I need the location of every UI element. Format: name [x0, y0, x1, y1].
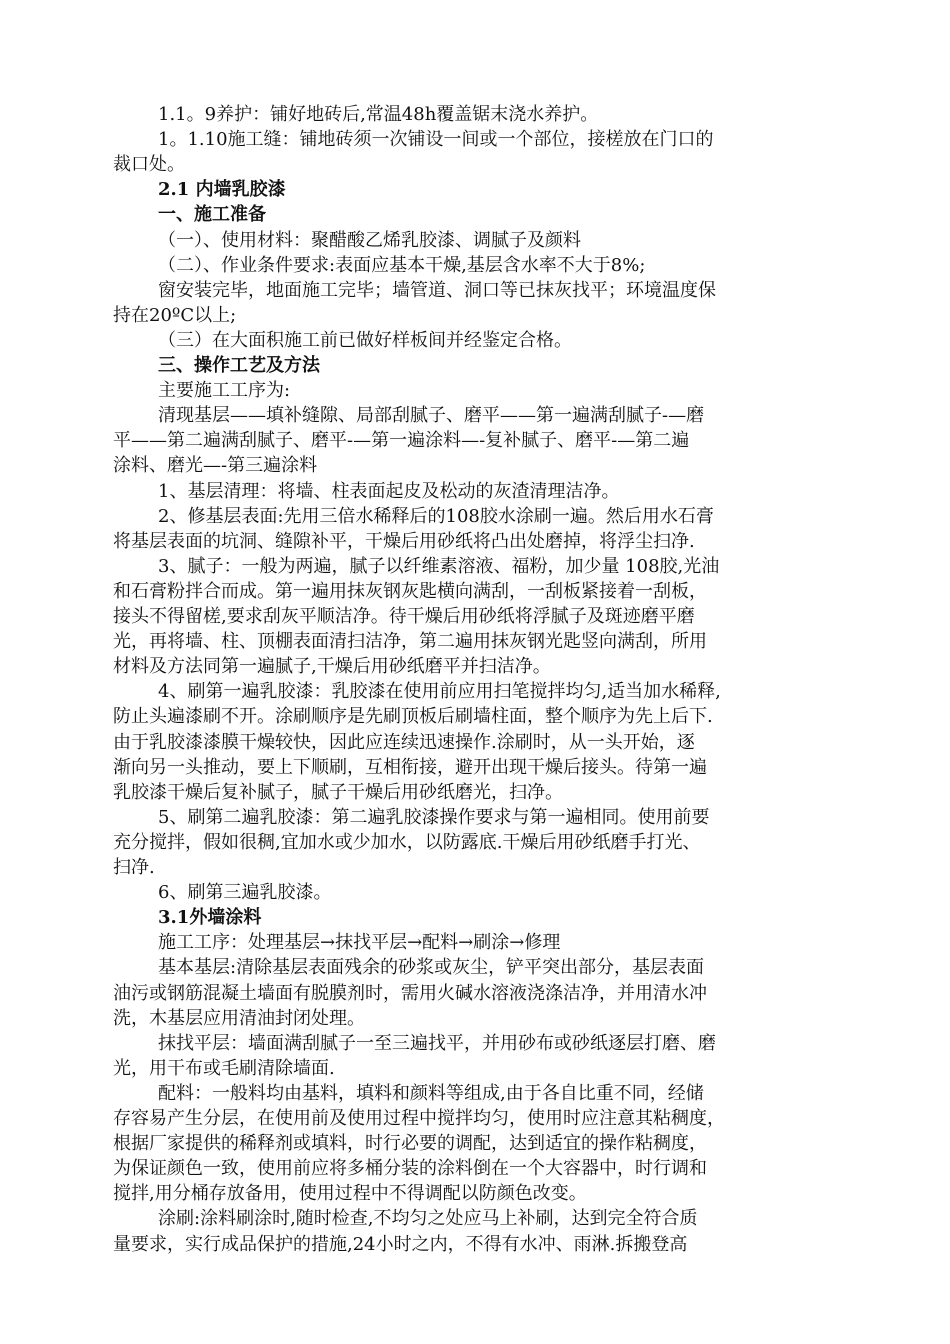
body-text-line: 涂刷:涂料刷涂时,随时检查,不均匀之处应马上补刷，达到完全符合质: [158, 1208, 698, 1229]
section-heading: 2.1 内墙乳胶漆: [158, 179, 286, 200]
body-text-line: 渐向另一头推动，要上下顺刷，互相衔接，避开出现干燥后接头。待第一遍: [113, 757, 707, 778]
body-text-line: 充分搅拌，假如很稠,宜加水或少加水，以防露底.干燥后用砂纸磨手打光、: [113, 832, 701, 853]
body-text-line: 主要施工工序为:: [158, 380, 291, 401]
section-heading: 三、操作工艺及方法: [158, 355, 320, 376]
body-text-line: 由于乳胶漆漆膜干燥较快，因此应连续迅速操作.涂刷时，从一头开始，逐: [113, 732, 695, 753]
body-text-line: 基本基层:清除基层表面残余的砂浆或灰尘，铲平突出部分，基层表面: [158, 957, 705, 978]
body-text-line: 涂料、磨光—-第三遍涂料: [113, 455, 318, 476]
body-text-line: 将基层表面的坑洞、缝隙补平，干燥后用砂纸将凸出处磨掉，将浮尘扫净.: [113, 531, 695, 552]
body-text-line: 扫净.: [113, 857, 155, 878]
body-text-line: 防止头遍漆刷不开。涂刷顺序是先刷顶板后刷墙柱面，整个顺序为先上后下.: [113, 706, 713, 727]
body-text-line: 材料及方法同第一遍腻子,干燥后用砂纸磨平并扫洁净。: [113, 656, 551, 677]
body-text-line: 裁口处。: [113, 154, 185, 175]
body-text-line: 光，用干布或毛刷清除墙面.: [113, 1058, 335, 1079]
body-text-line: 根据厂家提供的稀释剂或填料，时行必要的调配，达到适宜的操作粘稠度，: [113, 1133, 707, 1154]
body-text-line: 量要求，实行成品保护的措施,24小时之内，不得有水冲、雨淋.拆搬登高: [113, 1234, 688, 1255]
body-text-line: 施工工序：处理基层→抹找平层→配料→刷涂→修理: [158, 932, 561, 953]
body-text-line: 1、基层清理：将墙、柱表面起皮及松动的灰渣清理洁净。: [158, 481, 620, 502]
body-text-line: 窗安装完毕，地面施工完毕；墙管道、洞口等已抹灰找平；环境温度保: [158, 280, 716, 301]
body-text-line: 清现基层——填补缝隙、局部刮腻子、磨平——第一遍满刮腻子-—磨: [158, 405, 705, 426]
body-text-line: 光，再将墙、柱、顶棚表面清扫洁净，第二遍用抹灰钢光匙竖向满刮，所用: [113, 631, 707, 652]
body-text-line: 3、腻子：一般为两遍，腻子以纤维素溶液、福粉，加少量 108胶,光油: [158, 556, 720, 577]
body-text-line: 1.1。9养护：铺好地砖后,常温48h覆盖锯末浇水养护。: [158, 104, 599, 125]
body-text-line: 平——第二遍满刮腻子、磨平-—第一遍涂料—-复补腻子、磨平-—第二遍: [113, 430, 690, 451]
body-text-line: 为保证颜色一致，使用前应将多桶分装的涂料倒在一个大容器中，时行调和: [113, 1158, 707, 1179]
body-text-line: 接头不得留槎,要求刮灰平顺洁净。待干燥后用砂纸将浮腻子及斑迹磨平磨: [113, 606, 695, 627]
body-text-line: 乳胶漆干燥后复补腻子，腻子干燥后用砂纸磨光，扫净。: [113, 782, 563, 803]
body-text-line: 4、刷第一遍乳胶漆：乳胶漆在使用前应用扫笔搅拌均匀,适当加水稀释,: [158, 681, 721, 702]
body-text-line: 5、刷第二遍乳胶漆：第二遍乳胶漆操作要求与第一遍相同。使用前要: [158, 807, 710, 828]
body-text-line: 存容易产生分层，在使用前及使用过程中搅拌均匀，使用时应注意其粘稠度，: [113, 1108, 725, 1129]
body-text-line: 2、修基层表面:先用三倍水稀释后的108胶水涂刷一遍。然后用水石膏: [158, 506, 714, 527]
body-text-line: 6、刷第三遍乳胶漆。: [158, 882, 332, 903]
body-text-line: （三）在大面积施工前已做好样板间并经鉴定合格。: [158, 330, 572, 351]
body-text-line: 配料：一般料均由基料，填料和颜料等组成,由于各自比重不同，经储: [158, 1083, 704, 1104]
body-text-line: 搅拌,用分桶存放备用，使用过程中不得调配以防颜色改变。: [113, 1183, 587, 1204]
body-text-line: （二）、作业条件要求:表面应基本干燥,基层含水率不大于8%;: [158, 255, 646, 276]
body-text-line: 和石膏粉拌合而成。第一遍用抹灰钢灰匙横向满刮，一刮板紧接着一刮板，: [113, 581, 707, 602]
section-heading: 3.1外墙涂料: [158, 907, 262, 928]
body-text-line: 1。1.10施工缝：铺地砖须一次铺设一间或一个部位，接槎放在门口的: [158, 129, 714, 150]
body-text-line: 油污或钢筋混凝土墙面有脱膜剂时，需用火碱水溶液浇涤洁净，并用清水冲: [113, 983, 707, 1004]
body-text-line: 持在20ºC以上;: [113, 305, 237, 326]
body-text-line: （一）、使用材料：聚醋酸乙烯乳胶漆、调腻子及颜料: [158, 230, 581, 251]
body-text-line: 洗，木基层应用清油封闭处理。: [113, 1008, 365, 1029]
body-text-line: 抹找平层：墙面满刮腻子一至三遍找平，并用砂布或砂纸逐层打磨、磨: [158, 1033, 716, 1054]
section-heading: 一、施工准备: [158, 204, 266, 225]
